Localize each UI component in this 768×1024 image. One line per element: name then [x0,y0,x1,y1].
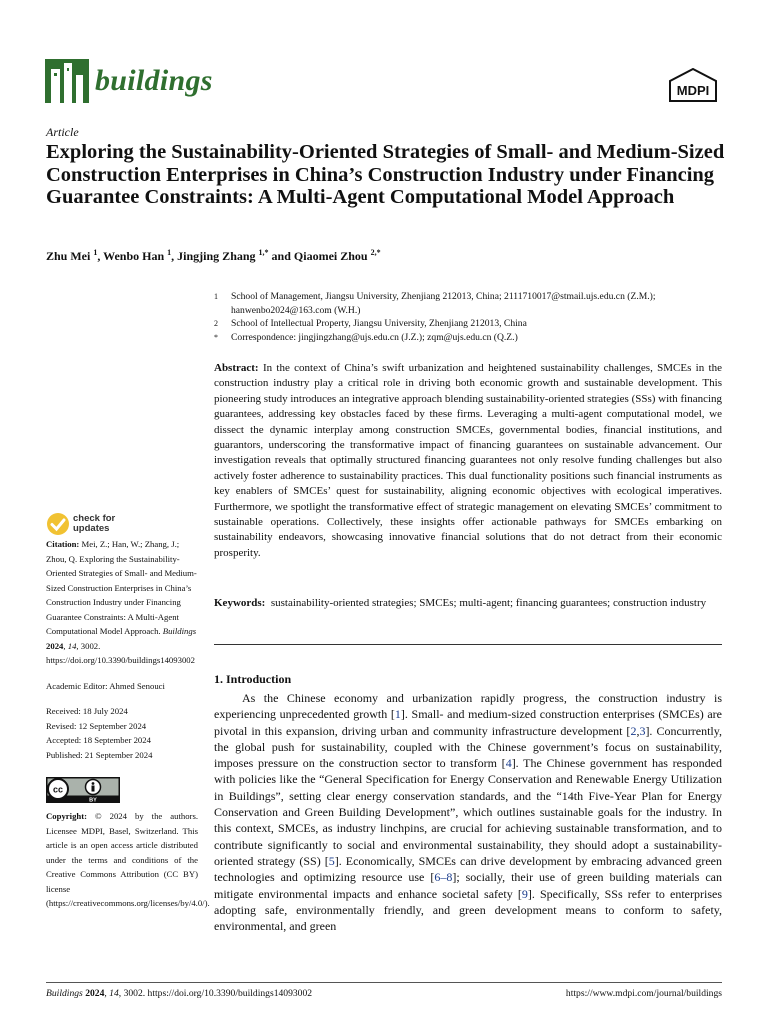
reference-link[interactable]: 6–8 [434,870,453,885]
citation-year: 2024 [46,640,64,651]
svg-text:cc: cc [52,784,64,795]
buildings-logo-icon [45,59,89,103]
intro-text: ]. Small- and medium-sized construction enterprises (SMCEs) are pivotal in this expansion, driving urban and community infrastructure development [ [214,707,723,738]
date-published: Published: 21 September 2024 [46,749,153,760]
journal-name: buildings [95,64,213,97]
intro-text: ]. Specifically, SSs refer to enterprises adopting safe, environmentally friendly, and green development means to conform to safety, environmental, and green [214,886,722,934]
reference-link[interactable]: 3 [639,723,646,738]
sidebar [46,537,210,911]
copyright-text: © 2024 by the authors. Licensee MDPI, Basel, Switzerland. This article is an open access article distributed under the terms and conditions of the Creative Commons Attribution (CC BY) license (https://creativecommons.org/licenses/by/4.0/). [46,811,210,908]
footer-citation: Buildings 2024, 14, 3002. https://doi.org/10.3390/buildings14093002 [46,988,313,999]
affiliation-item [214,304,724,318]
divider [214,644,722,645]
affiliation-item [214,290,724,304]
keywords-text: sustainability-oriented strategies; SMCEs; multi-agent; financing guarantees; construction industry [270,597,707,609]
cc-by-label: BY [89,797,97,803]
copyright-label: Copyright: [46,811,88,821]
reference-link[interactable]: 4 [505,756,512,771]
affiliation-mark: 2 [214,319,218,328]
citation-volume: 14 [67,640,77,651]
citation-label: Citation: [46,539,80,549]
check-for-updates-button[interactable] [46,512,115,536]
reference-link[interactable]: 9 [521,886,528,901]
reference-link[interactable]: 5 [328,853,335,868]
abstract-label: Abstract: [214,362,259,374]
academic-editor: Academic Editor: Ahmed Senouci [46,680,165,691]
citation-journal: Buildings [162,626,197,636]
citation-doi[interactable]: , 3002. https://doi.org/10.3390/buildings14093002 [46,640,195,665]
author-affiliation-mark: 1 [167,248,172,257]
intro-paragraph [214,690,722,934]
affiliation-mark: * [214,332,218,342]
date-accepted: Accepted: 18 September 2024 [46,735,151,745]
section-title: 1. Introduction [214,672,292,686]
affiliation-mark: 1 [214,292,218,301]
check-updates-line1: check for [73,513,116,524]
author-list [46,248,381,264]
mdpi-logo[interactable] [666,68,720,102]
author-affiliation-mark: 1 [93,248,98,257]
footer-divider [46,982,722,983]
reference-link[interactable]: 1 [394,707,401,722]
citation: Citation: Mei, Z.; Han, W.; Zhang, J.; Zhou, Q. Exploring the Sustainability-Oriented Strategies of Small- and Medium-Sized Construction Enterprises in China’s Construction Industry under Financing Guarantee Constraints: A Multi-Agent Computational Model Approach. Buildings 2024, 14, 3002. https://doi.org/10.3390/buildings14093002 [46,539,197,665]
intro-text: ]; socially, their use of green building materials can mitigate environmental impacts and enhance societal safety [ [214,870,723,901]
reference-link[interactable]: 2 [630,723,637,738]
affiliations [214,290,724,344]
footer-doi[interactable]: , 3002. https://doi.org/10.3390/buildings14093002 [118,988,313,999]
check-updates-icon [46,512,70,536]
affiliation-text: hanwenbo2024@163.com (W.H.) [231,304,361,316]
footer-journal: Buildings [46,988,83,999]
footer-year: 2024 [85,988,105,999]
intro-text: , [636,723,640,738]
intro-text: ]. Economically, SMCEs can drive development by embracing advanced green technologies and optimizing resource use [ [214,853,723,885]
author-name[interactable]: Jingjing Zhang [177,249,259,263]
date-revised: Revised: 12 September 2024 [46,720,147,731]
footer-journal-url[interactable]: https://www.mdpi.com/journal/buildings [565,988,722,999]
affiliation-text: School of Intellectual Property, Jiangsu University, Zhenjiang 212013, China [231,318,527,329]
intro-text: As the Chinese economy and urbanization rapidly progress, the construction industry is experiencing unprecedented growth [ [214,691,722,722]
affiliation-mark [214,304,231,318]
article-type: Article [46,125,79,139]
abstract-text: In the context of China’s swift urbanization and heightened sustainability challenges, SMCEs in the construction industry play a critical role in driving both economic growth and sustainable development. This pioneering study introduces an integrative approach blending sustainability-oriented strategies (SSs) with financing guarantees, addressing key obstacles faced by these firms. Leveraging a multi-agent computational model, we dissect the dynamic interplay among construction SMCEs, governmental bodies, financial institutions, and guarantors, underscoring the transformative impact of financing guarantees on sustainable advancement. Our investigation reveals that optimally structured financing guarantees not only resolve funding challenges but also actively foster adherence to sustainability practices. This dual functionality positions such financial instruments as key enablers of SMCEs’ quest for sustainability, aligning economic objectives with ecological imperatives. Furthermore, we spotlight the transformative effect of strategic management on elevating SMCEs’ commitment to sustainable operations. Collectively, these insights offer actionable pathways for SMCEs embarking on sustainability endeavors, showcasing innovative financial solutions that do not detract from their economic prosperity. [214,362,723,559]
mdpi-logo-text: MDPI [676,83,710,98]
author-name[interactable]: Wenbo Han [103,249,168,263]
keywords [214,596,722,611]
author-affiliation-mark: 2,* [370,248,381,257]
abstract [214,361,722,561]
footer-volume: 14 [109,988,119,999]
copyright [46,809,210,911]
affiliation-item [214,331,724,345]
author-name[interactable]: Qiaomei Zhou [293,249,371,263]
author-separator: and [268,249,294,263]
author-separator: , [171,249,178,263]
date-received: Received: 18 July 2024 [46,706,128,716]
journal-logo[interactable] [45,58,213,104]
affiliation-text: Correspondence: jingjingzhang@ujs.edu.cn (J.Z.); zqm@ujs.edu.cn (Q.Z.) [231,331,518,343]
intro-text: ]. Concurrently, the global push for sustainability, coupled with the Chinese government’s focus on sustainability, imposes pressure on the construction sector to transform [ [214,723,722,771]
author-affiliation-mark: 1,* [258,248,269,257]
cc-by-license-icon[interactable] [46,777,120,803]
check-updates-line2: updates [73,523,110,534]
affiliation-text: School of Management, Jiangsu University, Zhenjiang 212013, China; 2111710017@stmail.ujs.edu.cn (Z.M.); [231,291,656,302]
keywords-label: Keywords: [214,597,266,609]
intro-text: ]. The Chinese government has responded with policies like the “General Specification for Energy Conservation and Renewable Energy Utilization in Buildings”, setting clear energy conservation standards, and the “14th Five-Year Plan for Energy Conservation and Green Building Development”, which outlines sustainable goals for the industry. In this context, SMCEs, as industry linchpins, are crucial for achieving sustainable transformation, and to contribute significantly to social and environmental sustainability, they should adopt a sustainability-oriented strategy (SS) [ [214,756,723,868]
author-name[interactable]: Zhu Mei [46,249,94,263]
citation-text: Mei, Z.; Han, W.; Zhang, J.; Zhou, Q. Exploring the Sustainability-Oriented Strategies of Small- and Medium-Sized Construction Enterprises in China’s Construction Industry under Financing Guarantee Constraints: A Multi-Agent Computational Model Approach. [46,539,197,636]
article-title: Exploring the Sustainability-Oriented Strategies of Small- and Medium-Sized Construction Enterprises in China’s Construction Industry under Financing Guarantee Constraints: A Multi-Agent Computational Model Approach [46,141,725,208]
affiliation-item [214,317,724,331]
author-separator: , [97,249,104,263]
